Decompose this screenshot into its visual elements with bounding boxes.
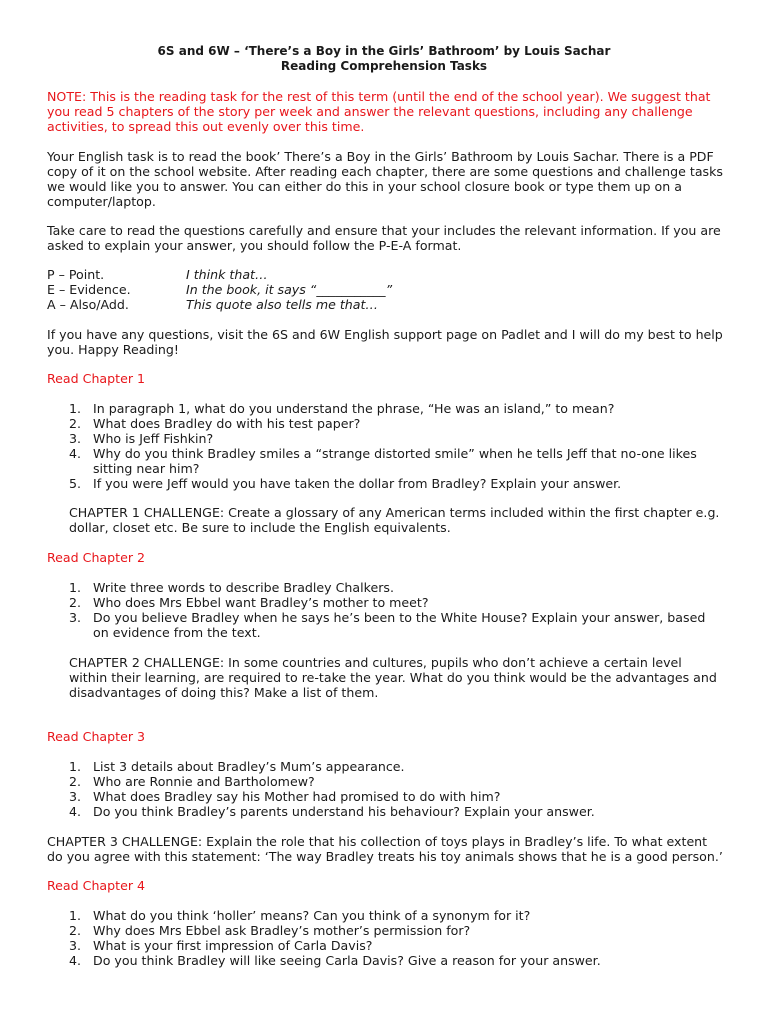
- chapter-3-questions: [69, 759, 723, 819]
- list-item: 2. Who are Ronnie and Bartholomew?: [69, 774, 315, 789]
- chapter-1-heading: Read Chapter 1: [47, 371, 146, 386]
- list-item: 4. Do you think Bradley will like seeing Carla Davis? Give a reason for your answer.: [69, 953, 601, 968]
- list-item: 1. What do you think ‘holler’ means? Can you think of a synonym for it?: [69, 908, 531, 923]
- list-item: 3. Who is Jeff Fishkin?: [69, 431, 214, 446]
- note-paragraph: NOTE: This is the reading task for the rest of this term (until the end of the school year). We suggest that you read 5 chapters of the story per week and answer the relevant questions, including any challenge activities, to spread this out evenly over this time.: [47, 89, 711, 134]
- list-item: 5. If you were Jeff would you have taken the dollar from Bradley? Explain your answer.: [69, 476, 622, 491]
- list-item: 1. In paragraph 1, what do you understand the phrase, “He was an island,” to mean?: [69, 401, 615, 416]
- chapter-4-questions: [69, 908, 723, 968]
- chapter-1-challenge: CHAPTER 1 CHALLENGE: Create a glossary of any American terms included within the first chapter e.g. dollar, closet etc. Be sure to include the English equivalents.: [69, 505, 720, 535]
- list-item: 4. Why do you think Bradley smiles a “strange distorted smile” when he tells Jeff that no-one likes sitting near him?: [69, 446, 697, 476]
- list-item: 1. List 3 details about Bradley’s Mum’s appearance.: [69, 759, 405, 774]
- list-item: 2. Why does Mrs Ebbel ask Bradley’s mother’s permission for?: [69, 923, 471, 938]
- pea-key: A – Also/Add.: [47, 297, 129, 312]
- document-subtitle: Reading Comprehension Tasks: [280, 59, 488, 73]
- chapter-3-heading: Read Chapter 3: [47, 729, 146, 744]
- chapter-2-challenge: CHAPTER 2 CHALLENGE: In some countries and cultures, pupils who don’t achieve a certain level within their learning, are required to re-take the year. What do you think would be the advantages and disadvantages of doing this? Make a list of them.: [69, 655, 717, 700]
- chapter-2-heading: Read Chapter 2: [47, 550, 146, 565]
- help-paragraph: If you have any questions, visit the 6S and 6W English support page on Padlet and I will do my best to help you. Happy Reading!: [47, 327, 723, 357]
- chapter-2-questions: [69, 580, 723, 640]
- list-item: 1. Write three words to describe Bradley Chalkers.: [69, 580, 394, 595]
- pea-key: P – Point.: [47, 267, 105, 282]
- chapter-4-heading: Read Chapter 4: [47, 878, 146, 893]
- list-item: 2. Who does Mrs Ebbel want Bradley’s mother to meet?: [69, 595, 429, 610]
- list-item: 3. Do you believe Bradley when he says he’s been to the White House? Explain your answer, based on evidence from the text.: [69, 610, 706, 640]
- pea-example: I think that…: [186, 267, 268, 282]
- intro-paragraph: Your English task is to read the book’ There’s a Boy in the Girls’ Bathroom by Louis Sachar. There is a PDF copy of it on the school website. After reading each chapter, there are some questions and challenge tasks we would like you to answer. You can either do this in your school closure book or type them up on a computer/laptop.: [47, 149, 723, 209]
- document-title: 6S and 6W – ‘There’s a Boy in the Girls’ Bathroom’ by Louis Sachar: [157, 44, 611, 58]
- pea-example: In the book, it says “___________”: [186, 282, 393, 297]
- chapter-3-challenge: CHAPTER 3 CHALLENGE: Explain the role that his collection of toys plays in Bradley’s life. To what extent do you agree with this statement: ‘The way Bradley treats his toy animals shows that he is a good person.’: [47, 834, 723, 864]
- list-item: 3. What does Bradley say his Mother had promised to do with him?: [69, 789, 501, 804]
- list-item: 2. What does Bradley do with his test paper?: [69, 416, 361, 431]
- pea-example: This quote also tells me that…: [186, 297, 379, 312]
- chapter-1-questions: [69, 401, 723, 491]
- list-item: 4. Do you think Bradley’s parents understand his behaviour? Explain your answer.: [69, 804, 595, 819]
- instructions-paragraph: Take care to read the questions carefully and ensure that your includes the relevant information. If you are asked to explain your answer, you should follow the P-E-A format.: [47, 223, 721, 253]
- list-item: 3. What is your first impression of Carla Davis?: [69, 938, 373, 953]
- pea-key: E – Evidence.: [47, 282, 131, 297]
